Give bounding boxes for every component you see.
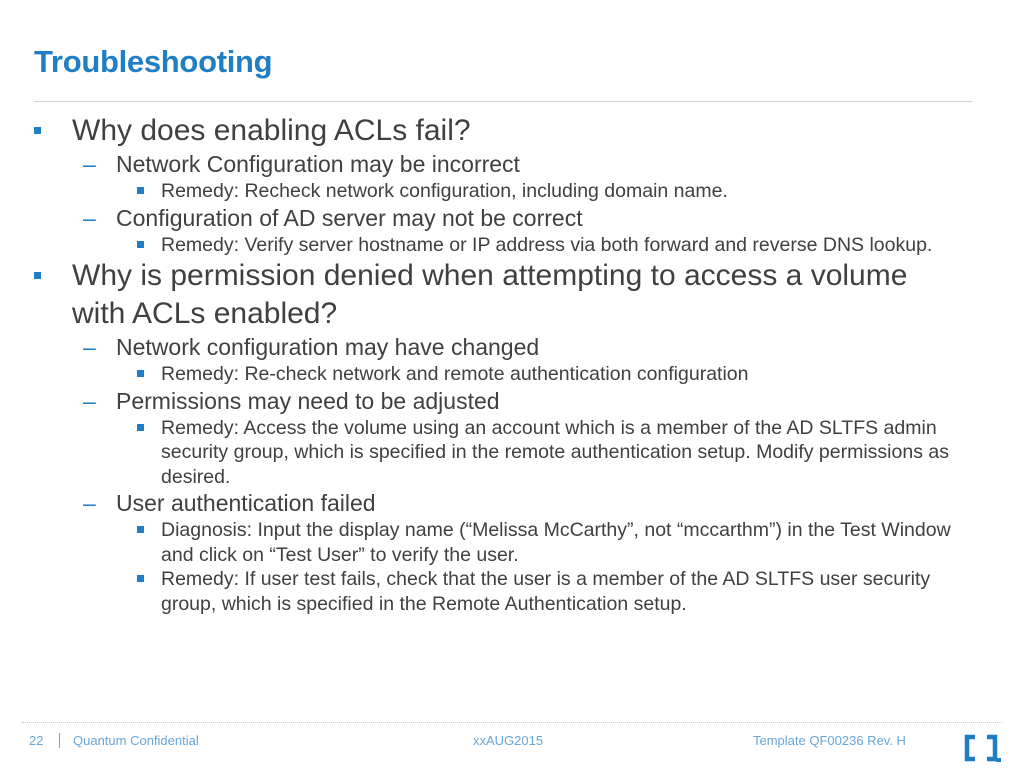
question-item [72, 257, 932, 333]
sub-item [83, 204, 936, 233]
sub-item [83, 333, 936, 362]
footer-divider [22, 722, 1002, 723]
question-text: Why does enabling ACLs fail? [72, 114, 471, 147]
slide-body [0, 112, 1024, 616]
slide-title: Troubleshooting [34, 44, 273, 79]
square-bullet-icon [137, 187, 144, 194]
sub-item-text: Permissions may need to be adjusted [116, 387, 500, 414]
dash-bullet-icon: – [83, 151, 96, 177]
sub-item [83, 387, 936, 416]
sub-item-text: Configuration of AD server may not be correct [116, 204, 583, 231]
detail-item [161, 518, 951, 567]
sub-item-text: Network configuration may have changed [116, 334, 540, 360]
square-bullet-icon [137, 526, 144, 533]
sub-item [83, 150, 936, 179]
dash-bullet-icon: – [83, 334, 96, 360]
detail-text: Remedy: Access the volume using an account which is a member of the AD SLTFS admin security group, which is specified in the remote authentication setup. Modify permissions as desired. [161, 416, 949, 488]
square-bullet-icon [137, 575, 144, 582]
detail-text: Remedy: If user test fails, check that the user is a member of the AD SLTFS user security group, which is specified in the Remote Authentication setup. [161, 568, 931, 615]
confidential-label: Quantum Confidential [73, 733, 199, 748]
date-label: xxAUG2015 [473, 733, 544, 748]
footer-separator [59, 733, 60, 748]
detail-text: Remedy: Recheck network configuration, including domain name. [161, 180, 728, 202]
title-divider [34, 101, 972, 102]
dash-bullet-icon: – [83, 204, 96, 231]
dash-bullet-icon: – [83, 387, 96, 414]
square-bullet-icon [34, 127, 41, 134]
detail-item [161, 362, 951, 387]
template-label: Template QF00236 Rev. H [753, 733, 906, 748]
question-text: Why is permission denied when attempting to access a volume with ACLs enabled? [72, 259, 908, 330]
detail-text: Diagnosis: Input the display name (“Melissa McCarthy”, not “mccarthm”) in the Test Window and click on “Test User” to verify the user. [161, 519, 951, 566]
square-bullet-icon [137, 370, 144, 377]
square-bullet-icon [137, 241, 144, 248]
detail-text: Remedy: Re-check network and remote authentication configuration [161, 363, 749, 385]
square-bullet-icon [137, 424, 144, 431]
question-item [72, 112, 932, 150]
quantum-logo-icon [963, 733, 1003, 763]
page-number: 22 [29, 733, 44, 748]
detail-item [161, 567, 951, 616]
square-bullet-icon [34, 272, 41, 279]
detail-item [161, 416, 951, 490]
dash-bullet-icon: – [83, 490, 96, 516]
detail-text: Remedy: Verify server hostname or IP address via both forward and reverse DNS lookup. [161, 233, 933, 256]
sub-item [83, 489, 936, 518]
detail-item [161, 179, 951, 204]
sub-item-text: User authentication failed [116, 490, 376, 516]
detail-item [161, 233, 951, 258]
sub-item-text: Network Configuration may be incorrect [116, 151, 520, 177]
